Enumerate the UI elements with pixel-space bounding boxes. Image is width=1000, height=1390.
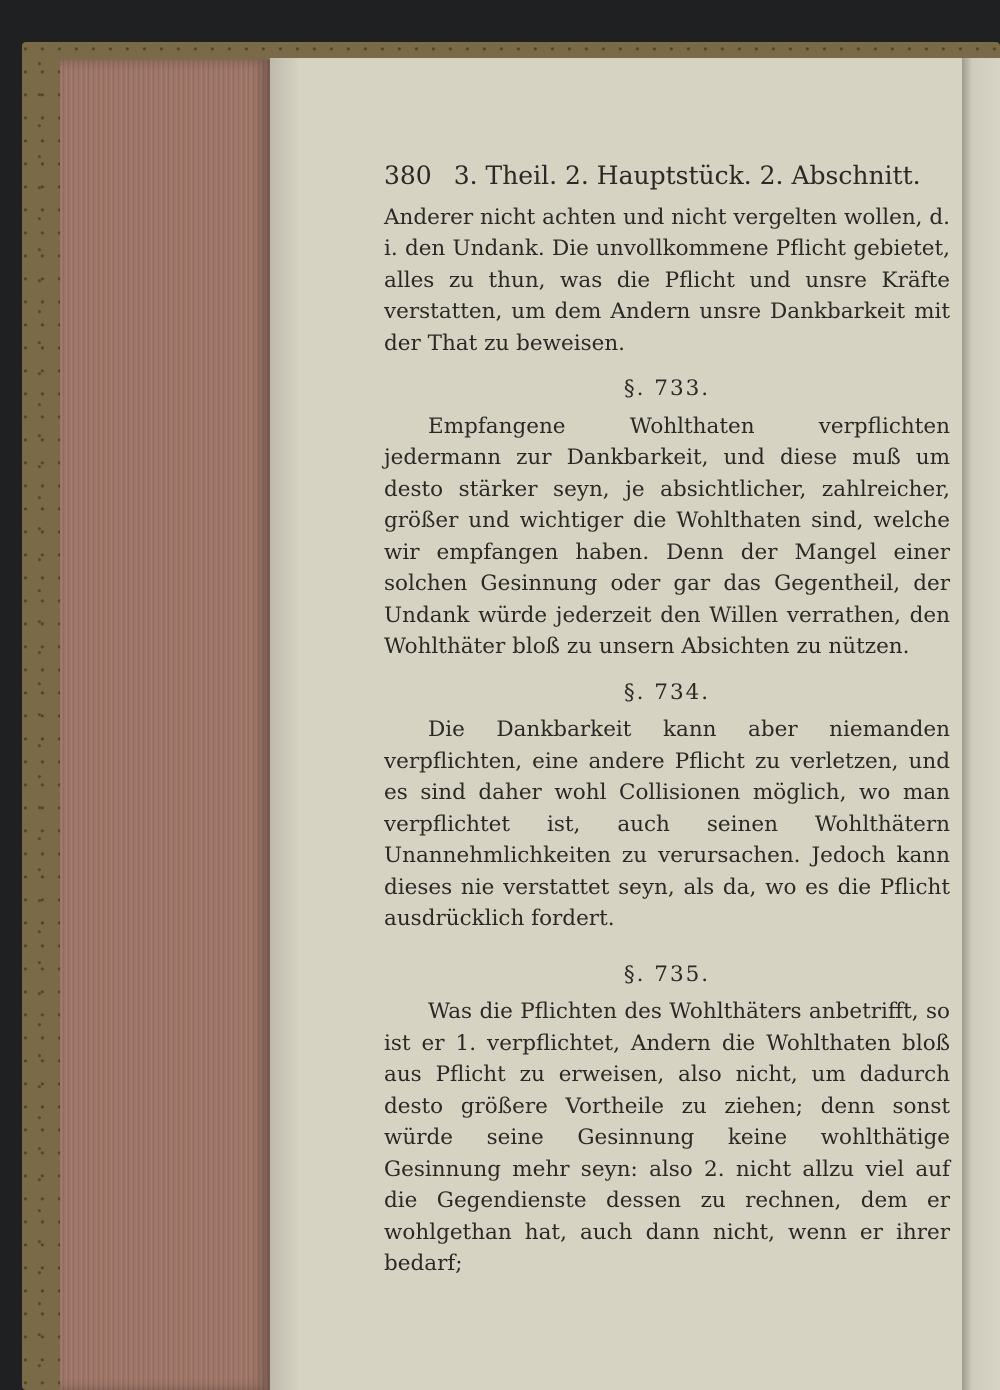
page-number: 380	[384, 161, 432, 190]
running-header	[384, 160, 950, 192]
page-text	[384, 160, 950, 1280]
section-heading-733: §. 733.	[623, 376, 711, 401]
section-735-text: Was die Pflichten des Wohlthäters anbetrifft, so ist er 1. verpflichtet, Andern die Wohlthaten bloß aus Pflicht zu erweisen, also nicht, um dadurch desto größere Vortheile zu ziehen; denn sonst würde seine Gesinnung keine wohlthätige Gesinnung mehr seyn: also 2. nicht allzu viel auf die Gegendienste dessen zu rechnen, dem er wohlgethan hat, auch dann nicht, wenn er ihrer bedarf;	[384, 999, 950, 1276]
paragraph-continued: Anderer nicht achten und nicht vergelten wollen, d. i. den Undank. Die unvollkommene Pflicht gebietet, alles zu thun, was die Pflicht und unsre Kräfte verstatten, um dem Andern unsre Dankbarkeit mit der That zu beweisen.	[384, 204, 950, 356]
section-734-text: Die Dankbarkeit kann aber niemanden verpflichten, eine andere Pflicht zu verletzen, und es sind daher wohl Collisionen möglich, wo man verpflichtet ist, auch seinen Wohlthätern Unannehmlichkeiten zu verursachen. Jedoch kann dieses nie verstattet seyn, als da, wo es die Pflicht ausdrücklich fordert.	[384, 717, 950, 931]
page-gutter-edge	[962, 58, 1000, 1390]
running-title: 3. Theil. 2. Hauptstück. 2. Abschnitt.	[453, 161, 921, 190]
section-heading-735: §. 735.	[623, 961, 711, 987]
page-block-edge	[60, 60, 270, 1390]
section-733-text: Empfangene Wohlthaten verpflichten jedermann zur Dankbarkeit, und diese muß um desto stärker seyn, je absichtlicher, zahlreicher, größer und wichtiger die Wohlthaten sind, welche wir empfangen haben. Denn der Mangel einer solchen Gesinnung oder gar das Gegentheil, der Undank würde jederzeit den Willen verrathen, den Wohlthäter bloß zu unsern Absichten zu nützen.	[384, 413, 950, 659]
section-heading-734: §. 734.	[623, 679, 711, 705]
